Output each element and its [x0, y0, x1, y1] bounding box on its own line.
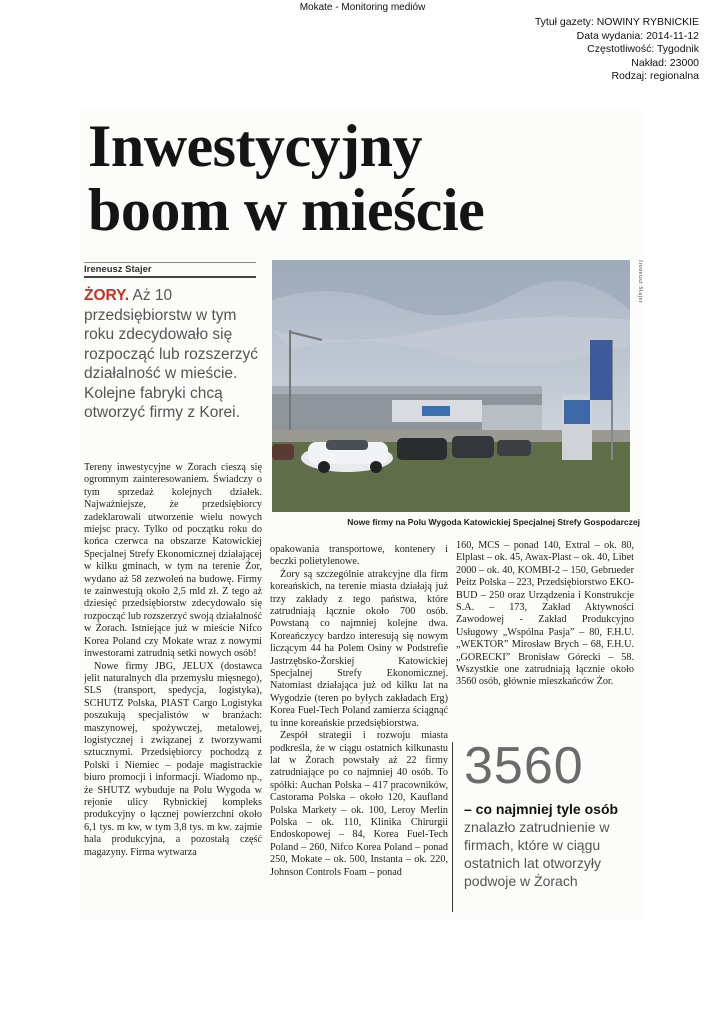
headline-line-2: boom w mieście — [88, 177, 485, 243]
article-column-3 — [456, 540, 634, 726]
stat-rest-text: znalazło zatrudnienie w firmach, które w ciągu ostatnich lat otworzyły podwoje w Żorach — [464, 819, 610, 889]
meta-newspaper-title: Tytuł gazety: NOWINY RYBNICKIE — [534, 16, 699, 28]
industrial-park-photo — [272, 260, 630, 512]
meta-issue-date: Data wydania: 2014-11-12 — [576, 29, 699, 42]
stat-bold-text: – co najmniej tyle osób — [464, 801, 619, 817]
article-headline — [88, 114, 608, 242]
paragraph: Nowe firmy JBG, JELUX (dostawca jelit naturalnych dla przemysłu mięsnego), SLS (transport, spedycja, logistyka), SCHUTZ Polska, PIAST Cargo Logistyka poszukują specjalistów w branżach: maszynowej, spożywczej, metalowej, logistycznej i związanej z tworzywami sztucznymi. Przedsiębiorcy pochodzą z Polski i Niemiec – podaje magistrackie biuro promocji i informacji. Wiadomo np., że SHUTZ wybuduje na Polu Wygoda w rejonie ulicy Rybnickiej kompleks produkcyjny o łącznej powierzchni około 6,1 tys. m kw, w tym 3,8 tys. m kw. zajmie hala produkcyjna, a pozostałą część magazyny. Firma wytwarza — [84, 660, 262, 858]
article-lead — [84, 286, 270, 423]
article-column-2 — [270, 544, 448, 919]
paragraph: Żory są szczególnie atrakcyjne dla firm koreańskich, na terenie miasta działają już trzy zakłady z tego państwa, które zatrudniają łącznie około 700 osób. Powstaną co najmniej kolejne dwa. Koreańczycy bardzo interesują się nowym liczącym 44 ha Polem Osiny w Podstrefie Jastrzębsko-Żorskiej Katowickiej Specjalnej Strefy Ekonomicznej. Natomiast działająca już od kilku lat na Wygodzie (teren po byłych zakładach Erg) Korea Fuel-Tech Poland zamierza ściągnąć tu inne koreańskie przedsiębiorstwa. — [270, 568, 448, 729]
photo-credit: Ireneusz Stajer — [637, 260, 643, 304]
press-clipping — [80, 110, 644, 920]
article-byline: Ireneusz Stajer — [84, 262, 256, 278]
lead-location: ŻORY. — [84, 287, 130, 304]
publication-metadata — [535, 16, 699, 84]
paragraph: Tereny inwestycyjne w Żorach cieszą się ogromnym zainteresowaniem. Świadczy o tym sprzedaż kolejnych działek. Najważniejsze, że przedsiębiorcy zadeklarowali utworzenie wielu nowych miejsc pracy. Tylko od początku roku do końca czerwca na obszarze Katowickiej Specjalnej Strefy Ekonomicznej działającej w kilku gminach, w tym na terenie Żor, wydano aż 58 zezwoleń na budowę. Firmy te zainwestują około 2,5 mld zł. Z tego aż dziesięć przedsiębiorstw zdecydowało się rozpocząć lub rozszerzyć swoją działalność w Żorach. Istniejące już w mieście Nifco Korea Poland czy Mokate wraz z nowymi inwestorami zatrudnią setki nowych osób! — [84, 462, 262, 660]
paragraph: 160, MCS – ponad 140, Extral – ok. 80, Elplast – ok. 45, Awax-Plast – ok. 40, Libet 2000 – ok. 40, KOMBI-2 – 150, Gebrueder Peitz Polska – 223, Przedsiębiorstwo EKO-BUD – 250 oraz Urządzenia i Konstrukcje S.A. – 173, Zakład Aktywności Zawodowej - Zakład Produkcyjno Usługowy „Wspólna Pasja” – 80, F.H.U. „WEKTOR” Mirosław Brych – 68, F.H.U. „GORECKI” Bronisław Górecki – 58. Wszystkie one zatrudniają łącznie około 3560 osób, głównie mieszkańców Żor. — [456, 540, 634, 688]
photo-caption: Nowe firmy na Polu Wygoda Katowickiej Specjalnej Strefy Gospodarczej — [347, 517, 640, 527]
meta-circulation: Nakład: 23000 — [631, 56, 699, 69]
stat-number: 3560 — [464, 737, 584, 795]
article-column-1 — [84, 462, 262, 917]
meta-frequency: Częstotliwość: Tygodnik — [587, 43, 699, 55]
headline-line-1: Inwestycyjny — [88, 113, 422, 179]
paragraph: Zespół strategii i rozwoju miasta podkreśla, że w ciągu ostatnich kilkunastu lat w Żorach powstały aż 22 firmy zatrudniające po co najmniej 40 osób. To spółki: Auchan Polska – 417 pracowników, Castorama Polska – około 120, Kaufland Polska Markety – ok. 100, Leroy Merlin Polska – ok. 110, Klinika Chirurgii Endoskopowej – 84, Korea Fuel-Tech Poland – 260, Nifco Korea Poland – ponad 250, Mokate – ok. 500, Instanta – ok. 220, Johnson Controls Foam – ponad — [270, 730, 448, 878]
stat-divider — [452, 742, 453, 912]
paragraph: opakowania transportowe, kontenery i beczki polietylenowe. — [270, 544, 448, 568]
meta-type: Rodzaj: regionalna — [611, 70, 699, 82]
lead-text: Aż 10 przedsiębiorstw w tym roku zdecydowało się rozpocząć lub rozszerzyć działalność w mieście. Kolejne fabryki chcą otworzyć firmy z Korei. — [84, 287, 259, 421]
stat-description — [464, 800, 640, 890]
article-photo — [272, 260, 630, 512]
monitoring-service-title: Mokate - Monitoring mediów — [299, 2, 426, 13]
